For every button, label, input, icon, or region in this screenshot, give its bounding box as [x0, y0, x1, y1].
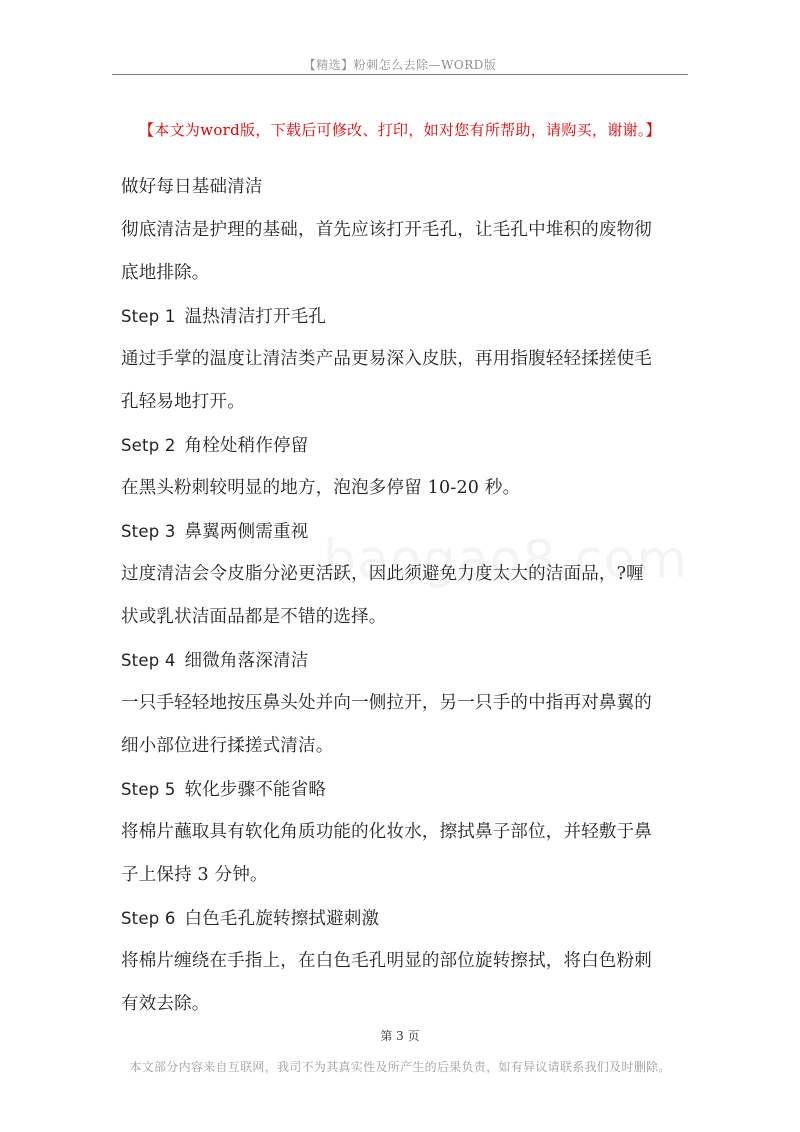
step-heading	[121, 639, 689, 682]
step-text-line: 有效去除。	[121, 994, 210, 1014]
step-text-line: 在黑头粉刺较明显的地方，泡泡多停留 10-20 秒。	[121, 478, 521, 498]
page-header: 【精选】粉刺怎么去除—WORD版	[303, 58, 497, 72]
intro-line: 彻底清洁是护理的基础，首先应该打开毛孔，让毛孔中堆积的废物彻	[121, 220, 652, 240]
step-title: 温热清洁打开毛孔	[184, 307, 327, 327]
step-label: Step 4	[121, 651, 176, 670]
step-heading	[121, 897, 689, 940]
step-title: 鼻翼两侧需重视	[184, 522, 309, 542]
step-heading	[121, 510, 689, 553]
step-label: Step 1	[121, 307, 176, 326]
step-text-line: 一只手轻轻地按压鼻头处并向一侧拉开，另一只手的中指再对鼻翼的	[121, 693, 652, 713]
step-label: Step 3	[121, 522, 176, 541]
step-text-line: 将棉片缠绕在手指上，在白色毛孔明显的部位旋转擦拭，将白色粉刺	[121, 951, 652, 971]
section-heading: 做好每日基础清洁	[121, 177, 263, 197]
step-label: Step 6	[121, 909, 176, 928]
step-title: 细微角落深清洁	[184, 651, 309, 671]
download-notice: 【本文为word版，下载后可修改、打印，如对您有所帮助，请购买，谢谢。】	[139, 121, 661, 139]
header-divider	[112, 74, 688, 75]
step-label: Setp 2	[121, 436, 176, 455]
step-title: 白色毛孔旋转擦拭避刺激	[184, 909, 380, 929]
step-text-line: 孔轻易地打开。	[121, 392, 245, 412]
step-title: 角栓处稍作停留	[184, 436, 309, 456]
step-text-line: 细小部位进行揉搓式清洁。	[121, 736, 334, 756]
intro-line: 底地排除。	[121, 263, 210, 283]
step-text-line: 状或乳状洁面品都是不错的选择。	[121, 607, 387, 627]
step-text-line: 过度清洁会令皮脂分泌更活跃，因此须避免力度太大的洁面品，?喱	[121, 564, 644, 584]
footer-disclaimer: 本文部分内容来自互联网，我司不为其真实性及所产生的后果负责，如有异议请联系我们及时删除。	[129, 1060, 671, 1074]
step-text-line: 将棉片蘸取具有软化角质功能的化妆水，擦拭鼻子部位，并轻敷于鼻	[121, 822, 652, 842]
step-title: 软化步骤不能省略	[184, 780, 327, 800]
step-text-line: 子上保持 3 分钟。	[121, 865, 268, 885]
step-label: Step 5	[121, 780, 176, 799]
step-heading	[121, 295, 689, 338]
page-number: 第 3 页	[380, 1029, 420, 1043]
step-heading	[121, 424, 689, 467]
step-heading	[121, 768, 689, 811]
document-body	[121, 166, 689, 1026]
step-text-line: 通过手掌的温度让清洁类产品更易深入皮肤，再用指腹轻轻揉搓使毛	[121, 349, 652, 369]
